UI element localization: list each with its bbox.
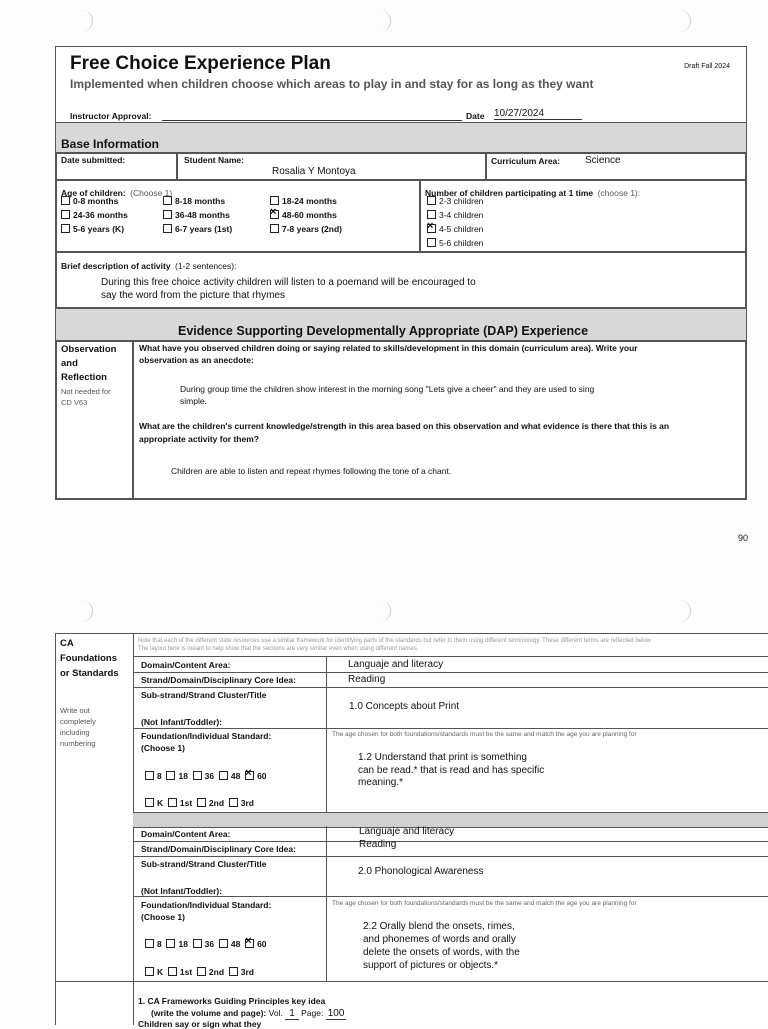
checkbox[interactable] — [229, 798, 238, 807]
age-note: The age chosen for both foundations/standards must be the same and match the age you are planning for — [332, 731, 637, 738]
date-submitted-label: Date submitted: — [61, 155, 126, 165]
student-name-value: Rosalia Y Montoya — [272, 166, 356, 177]
grade-checkbox-row: K 1st 2nd 3rd — [145, 967, 254, 977]
date-field[interactable]: 10/27/2024 — [494, 108, 582, 120]
age-option[interactable]: 0-8 months — [61, 196, 118, 206]
framework-note: The layout here is meant to help show that the sections are very similar even when using different names. — [138, 646, 419, 652]
strength-question: What are the children's current knowledge/strength in this area based on this observation and what evidence is there that this is an — [139, 421, 670, 431]
punch-hole — [78, 600, 93, 622]
date-submitted-cell[interactable] — [56, 152, 177, 180]
instructor-approval-label: Instructor Approval: — [70, 111, 152, 121]
age-checkbox-row: 8 18 36 48 × 60 — [145, 939, 267, 949]
checkbox-checked[interactable] — [427, 224, 436, 233]
page-number: 90 — [737, 533, 748, 543]
number-option[interactable]: 5-6 children — [427, 238, 483, 248]
observation-question: observation as an anecdote: — [139, 355, 254, 365]
side-note: completely — [60, 717, 96, 726]
observation-answer: simple. — [180, 396, 207, 406]
curriculum-area-label: Curriculum Area: — [491, 156, 561, 166]
punch-hole — [676, 10, 691, 32]
age-option[interactable]: 5-6 years (K) — [61, 224, 124, 234]
age-of-children-cell — [56, 180, 420, 252]
number-option[interactable]: ×4-5 children — [427, 224, 483, 234]
page-label: Page: — [301, 1008, 324, 1018]
column-divider — [326, 826, 327, 981]
checkbox[interactable] — [193, 771, 202, 780]
brief-text: During this free choice activity children will listen to a poemand will be encouraged to — [101, 277, 476, 288]
row-divider — [133, 856, 768, 857]
checkbox[interactable] — [193, 939, 202, 948]
curriculum-area-cell[interactable] — [486, 152, 746, 180]
foundation-value[interactable]: delete the onsets of words, with the — [363, 947, 520, 958]
domain-value[interactable]: Languaje and literacy — [348, 659, 444, 670]
foundations-side-cell — [56, 634, 134, 982]
base-information-heading: Base Information — [61, 137, 160, 151]
side-label: Observation — [61, 344, 117, 355]
foundation-value[interactable]: meaning.* — [358, 777, 404, 788]
side-label: CA — [60, 638, 74, 649]
volume-value[interactable]: 1 — [285, 1008, 299, 1020]
number-label: Number of children participating at 1 time — [425, 188, 594, 198]
brief-text: say the word from the picture that rhymes — [101, 290, 285, 301]
substrand-value[interactable]: 1.0 Concepts about Print — [349, 701, 460, 712]
checkbox[interactable] — [197, 798, 206, 807]
strand-value[interactable]: Reading — [359, 839, 397, 850]
side-note: CD V63 — [61, 398, 88, 407]
checkbox[interactable] — [168, 967, 177, 976]
guiding-principles-label: 1. CA Frameworks Guiding Principles key idea — [138, 996, 326, 1006]
punch-hole — [78, 10, 93, 32]
checkbox-checked[interactable] — [245, 771, 254, 780]
form-title: Free Choice Experience Plan — [70, 53, 331, 74]
choose-label: (Choose 1) — [141, 912, 185, 922]
foundation-label: Foundation/Individual Standard: — [141, 900, 272, 910]
side-label: Reflection — [61, 372, 107, 383]
grade-checkbox-row: K 1st 2nd 3rd — [145, 798, 254, 808]
checkbox[interactable] — [61, 224, 70, 233]
brief-heading — [61, 256, 236, 274]
number-option[interactable]: 2-3 children — [427, 196, 483, 206]
row-divider — [133, 728, 768, 729]
age-option[interactable]: 8-18 months — [163, 196, 225, 206]
base-information-header — [56, 122, 746, 154]
domain-label: Domain/Content Area: — [141, 660, 231, 670]
row-divider — [133, 896, 768, 897]
student-name-label: Student Name: — [184, 155, 244, 165]
punch-hole — [376, 600, 391, 622]
age-option[interactable]: × 48-60 months — [270, 210, 337, 220]
checkbox[interactable] — [219, 771, 228, 780]
strand-label: Strand/Domain/Disciplinary Core Idea: — [141, 675, 296, 685]
volume-page-row — [151, 1008, 346, 1019]
side-note: Not needed for — [61, 387, 111, 396]
age-hint: (Choose 1) — [130, 188, 173, 198]
domain-value[interactable]: Languaje and literacy — [359, 826, 455, 837]
substrand-label: Sub-strand/Strand Cluster/Title — [141, 859, 267, 869]
strength-answer: Children are able to listen and repeat rhymes following the tone of a chant. — [171, 466, 452, 476]
side-label: or Standards — [60, 668, 119, 679]
checkbox[interactable] — [163, 224, 172, 233]
side-note: Write out — [60, 706, 90, 715]
cut-off-text: Children say or sign what they — [138, 1019, 262, 1029]
framework-note: Note that each of the different state resources use a similar framework for identifying parts of the standards but refer to them using different terminology. These different terms are reflected below — [138, 638, 652, 644]
student-name-cell[interactable] — [177, 152, 486, 180]
page-value[interactable]: 100 — [327, 1008, 345, 1019]
brief-label: Brief description of activity — [61, 261, 171, 271]
checkbox[interactable] — [168, 798, 177, 807]
observation-content-cell[interactable] — [133, 340, 746, 499]
age-option[interactable]: 7-8 years (2nd) — [270, 224, 342, 234]
guiding-hint: (write the volume and page): — [151, 1008, 267, 1018]
number-hint: (choose 1): — [597, 188, 641, 198]
punch-hole — [676, 600, 691, 622]
checkbox[interactable] — [163, 210, 172, 219]
age-option[interactable]: 36-48 months — [163, 210, 230, 220]
age-label: Age of children: — [61, 188, 126, 198]
choose-label: (Choose 1) — [141, 743, 185, 753]
checkbox[interactable] — [145, 967, 154, 976]
checkbox[interactable] — [427, 238, 436, 247]
checkbox[interactable] — [427, 210, 436, 219]
checkbox[interactable] — [229, 967, 238, 976]
foundation-value[interactable]: 2.2 Orally blend the onsets, rimes, — [363, 921, 515, 932]
side-label: and — [61, 358, 78, 369]
draft-label: Draft Fall 2024 — [684, 63, 730, 70]
not-infant-label: (Not Infant/Toddler): — [141, 886, 223, 896]
age-note: The age chosen for both foundations/standards must be the same and match the age you are planning for — [332, 900, 637, 907]
foundation-value[interactable]: support of pictures or objects.* — [363, 960, 499, 971]
age-option[interactable]: 24-36 months — [61, 210, 128, 220]
foundation-value[interactable]: and phonemes of words and orally — [363, 934, 516, 945]
checkbox[interactable] — [61, 196, 70, 205]
column-divider — [326, 656, 327, 812]
side-label: Foundations — [60, 653, 117, 664]
brief-hint: (1-2 sentences): — [175, 261, 237, 271]
substrand-value[interactable]: 2.0 Phonological Awareness — [358, 866, 484, 877]
checkbox[interactable] — [270, 224, 279, 233]
row-divider — [56, 981, 768, 982]
strength-question: appropriate activity for them? — [139, 434, 259, 444]
plan-form-page — [55, 46, 747, 500]
checkbox[interactable] — [163, 196, 172, 205]
side-note: including — [60, 728, 90, 737]
not-infant-label: (Not Infant/Toddler): — [141, 717, 223, 727]
column-divider — [133, 981, 134, 1025]
curriculum-area-value: Science — [585, 155, 621, 166]
age-option[interactable]: 6-7 years (1st) — [163, 224, 232, 234]
foundation-value[interactable]: can be read.* that is read and has specific — [358, 765, 545, 776]
checkbox[interactable] — [145, 798, 154, 807]
checkbox[interactable] — [197, 967, 206, 976]
observation-question: What have you observed children doing or saying related to skills/development in this domain (curriculum area). Write your — [139, 343, 638, 353]
foundation-label: Foundation/Individual Standard: — [141, 731, 272, 741]
checkbox[interactable] — [270, 196, 279, 205]
checkbox-checked[interactable] — [245, 939, 254, 948]
checkbox[interactable] — [145, 939, 154, 948]
checkbox-checked[interactable] — [270, 210, 279, 219]
volume-label: Vol. — [268, 1008, 283, 1018]
evidence-heading: Evidence Supporting Developmentally Appropriate (DAP) Experience — [178, 324, 589, 338]
checkbox[interactable] — [219, 939, 228, 948]
domain-label: Domain/Content Area: — [141, 829, 231, 839]
checkbox[interactable] — [61, 210, 70, 219]
number-of-children-cell — [420, 180, 746, 252]
row-divider — [133, 672, 768, 673]
age-checkbox-row: 8 18 36 48 × 60 — [145, 771, 267, 781]
observation-side-cell — [56, 340, 133, 499]
foundation-value[interactable]: 1.2 Understand that print is something — [358, 752, 527, 763]
punch-hole — [376, 10, 391, 32]
form-subtitle: Implemented when children choose which areas to play in and stay for as long as they want — [70, 77, 594, 91]
foundations-page — [55, 633, 768, 1029]
evidence-header — [56, 308, 746, 342]
row-divider — [133, 656, 768, 657]
row-divider — [133, 687, 768, 688]
date-label: Date — [466, 111, 485, 121]
strand-value[interactable]: Reading — [348, 674, 386, 685]
checkbox[interactable] — [145, 771, 154, 780]
number-option[interactable]: 3-4 children — [427, 210, 483, 220]
substrand-label: Sub-strand/Strand Cluster/Title — [141, 690, 267, 700]
checkbox[interactable] — [166, 771, 175, 780]
side-note: numbering — [60, 739, 96, 748]
instructor-approval-field[interactable] — [162, 120, 462, 121]
observation-answer: During group time the children show interest in the morning song "Lets give a cheer" and they are used to sing — [180, 384, 595, 394]
brief-description-cell[interactable] — [56, 252, 746, 308]
checkbox[interactable] — [166, 939, 175, 948]
age-option[interactable]: 18-24 months — [270, 196, 337, 206]
row-divider — [133, 841, 768, 842]
checkbox[interactable] — [427, 196, 436, 205]
strand-label: Strand/Domain/Disciplinary Core Idea: — [141, 844, 296, 854]
